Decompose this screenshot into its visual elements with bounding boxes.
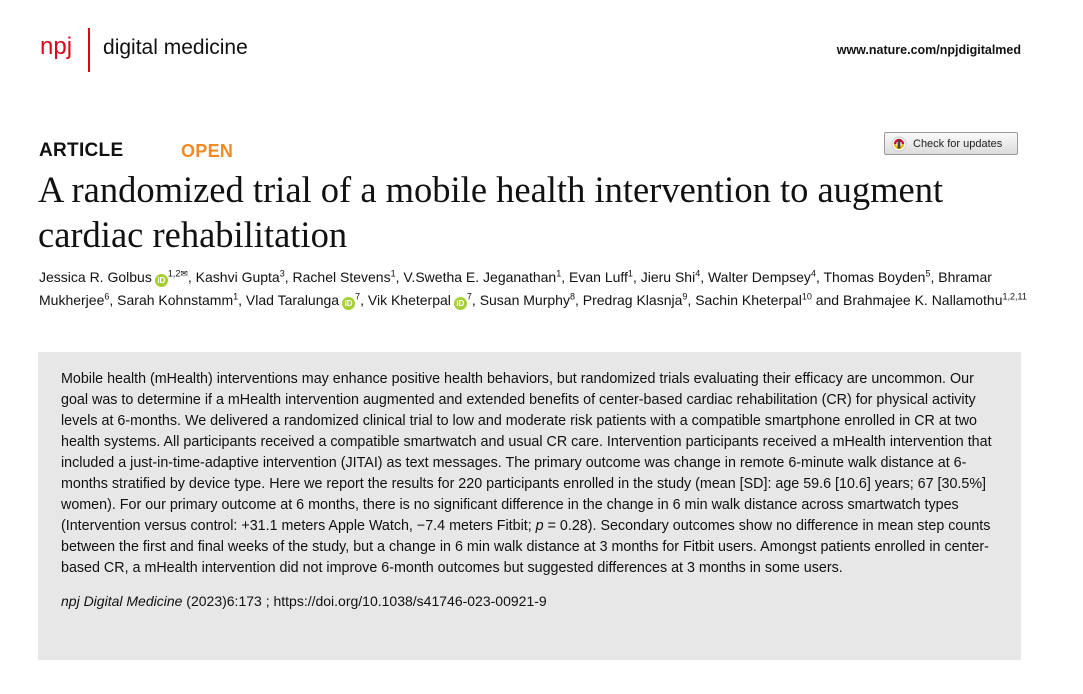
orcid-icon[interactable]: iD xyxy=(155,274,168,287)
author-affiliation-sup: 1 xyxy=(233,290,239,301)
author-affiliation-sup: 7 xyxy=(466,290,472,301)
author-name[interactable]: Sachin Kheterpal$^{10}$ xyxy=(695,290,812,308)
author-affiliation-sup: 1 xyxy=(556,268,562,279)
author-name[interactable]: Vik Kheterpal $iD^7$ xyxy=(367,290,472,308)
orcid-icon[interactable]: iD xyxy=(454,297,467,310)
logo-npj: npj xyxy=(40,33,73,60)
author-name[interactable]: V.Swetha E. Jeganathan$^1$ xyxy=(403,268,562,285)
site-url-link[interactable]: www.nature.com/npjdigitalmed xyxy=(836,43,1021,57)
abstract-text: Mobile health (mHealth) interventions may enhance positive health behaviors, but randomized trials evaluating their efficacy are uncommon. Our goal was to determine if a mHealth intervention augmented and extended benefits of center-based cardiac rehabilitation (CR) for physical activity levels at 6-months. We delivered a randomized clinical trial to low and moderate risk patients with a compatible smartphone enrolled in CR at two health systems. All participants received a compatible smartwatch and usual CR care. Intervention participants received a mHealth intervention that included a just-in-time-adaptive intervention (JITAI) as text messages. The primary outcome was change in remote 6-minute walk distance at 6-months stratified by device type. Here we report the results for 220 participants enrolled in the study (mean [SD]: age 59.6 [10.6] years; 67 [30.5%] women). For our primary outcome at 6 months, there is no significant difference in the change in 6 min walk distance across smartwatch types (Intervention versus control: +31.1 meters Apple Watch, −7.4 meters Fitbit; p = 0.28). Secondary outcomes show no difference in mean step counts between the first and final weeks of the study, but a change in 6 min walk distance at 3 months for Fitbit users. Amongst patients enrolled in center-based CR, a mHealth intervention did not improve 6-month outcomes but suggested differences at 3 months in some users. xyxy=(61,371,992,576)
citation-journal: npj Digital Medicine xyxy=(61,593,183,609)
author-name[interactable]: Kashvi Gupta$^3$ xyxy=(195,268,285,285)
author-name[interactable]: Brahmajee K. Nallamothu$^{1,2,11}$ xyxy=(842,290,1027,308)
author-affiliation-sup: 1,2✉ xyxy=(167,268,188,279)
orcid-icon[interactable]: iD xyxy=(342,297,355,310)
author-affiliation-sup: 1 xyxy=(627,268,633,279)
citation-doi-link[interactable]: (2023)6:173 ; https://doi.org/10.1038/s41746-023-00921-9 xyxy=(182,593,547,609)
check-updates-label: Check for updates xyxy=(913,137,1003,150)
author-name[interactable]: Jessica R. Golbus $iD^{1,2✉}$ xyxy=(39,268,188,285)
citation-line xyxy=(61,591,999,612)
author-name[interactable]: Rachel Stevens$^1$ xyxy=(292,268,396,285)
author-affiliation-sup: 6 xyxy=(104,290,110,301)
author-name[interactable]: Sarah Kohnstamm$^1$ xyxy=(117,290,239,308)
author-name[interactable]: Evan Luff$^1$ xyxy=(569,268,633,285)
author-affiliation-sup: 8 xyxy=(569,290,575,301)
author-affiliation-sup: 1 xyxy=(390,268,396,279)
abstract-box xyxy=(38,352,1021,660)
author-list: Jessica R. Golbus $iD^{1,2✉}$, Kashvi Gupta$^3$, Rachel Stevens$^1$, V.Swetha E. Jeganathan$^1$, Evan Luff$^1$, Jieru Shi$^4$, Walter Dempsey$^4$, Thomas Boyden$^5$, Bhramar Mukherjee$^6$, Sarah Kohnstamm$^1$, Vlad Taralunga $iD^7$, Vik Kheterpal $iD^7$, Susan Murphy$^8$, Predrag Klasnja$^9$, Sachin Kheterpal$^{10}$ and Brahmajee K. Nallamothu$^{1,2,11}$ xyxy=(39,268,1027,308)
author-affiliation-sup: 4 xyxy=(695,268,701,279)
article-type-label: ARTICLE xyxy=(39,140,124,161)
journal-logo[interactable] xyxy=(40,28,248,72)
check-for-updates-button[interactable] xyxy=(884,132,1018,155)
author-name[interactable]: Thomas Boyden$^5$ xyxy=(823,268,931,285)
email-icon[interactable]: ✉ xyxy=(180,268,188,279)
author-affiliation-sup: 9 xyxy=(682,290,688,301)
journal-name: digital medicine xyxy=(103,35,248,59)
author-affiliation-sup: 1,2,11 xyxy=(1002,290,1027,301)
journal-header xyxy=(40,28,1021,72)
author-affiliation-sup: 3 xyxy=(279,268,285,279)
check-updates-icon xyxy=(891,136,907,152)
author-affiliation-sup: 4 xyxy=(810,268,816,279)
author-name[interactable]: Vlad Taralunga $iD^7$ xyxy=(245,290,361,308)
author-affiliation-sup: 5 xyxy=(925,268,931,279)
open-access-badge: OPEN xyxy=(181,141,234,161)
author-name[interactable]: Bhramar Mukherjee$^6$ xyxy=(39,269,992,308)
author-name[interactable]: Susan Murphy$^8$ xyxy=(479,290,575,308)
logo-divider xyxy=(88,28,90,72)
author-name[interactable]: Predrag Klasnja$^9$ xyxy=(582,290,688,308)
author-affiliation-sup: 10 xyxy=(801,290,812,301)
author-affiliation-sup: 7 xyxy=(355,290,361,301)
author-name[interactable]: Jieru Shi$^4$ xyxy=(640,268,701,285)
author-name[interactable]: Walter Dempsey$^4$ xyxy=(707,268,816,285)
article-title: A randomized trial of a mobile health intervention to augment cardiac rehabilitation xyxy=(38,169,944,255)
